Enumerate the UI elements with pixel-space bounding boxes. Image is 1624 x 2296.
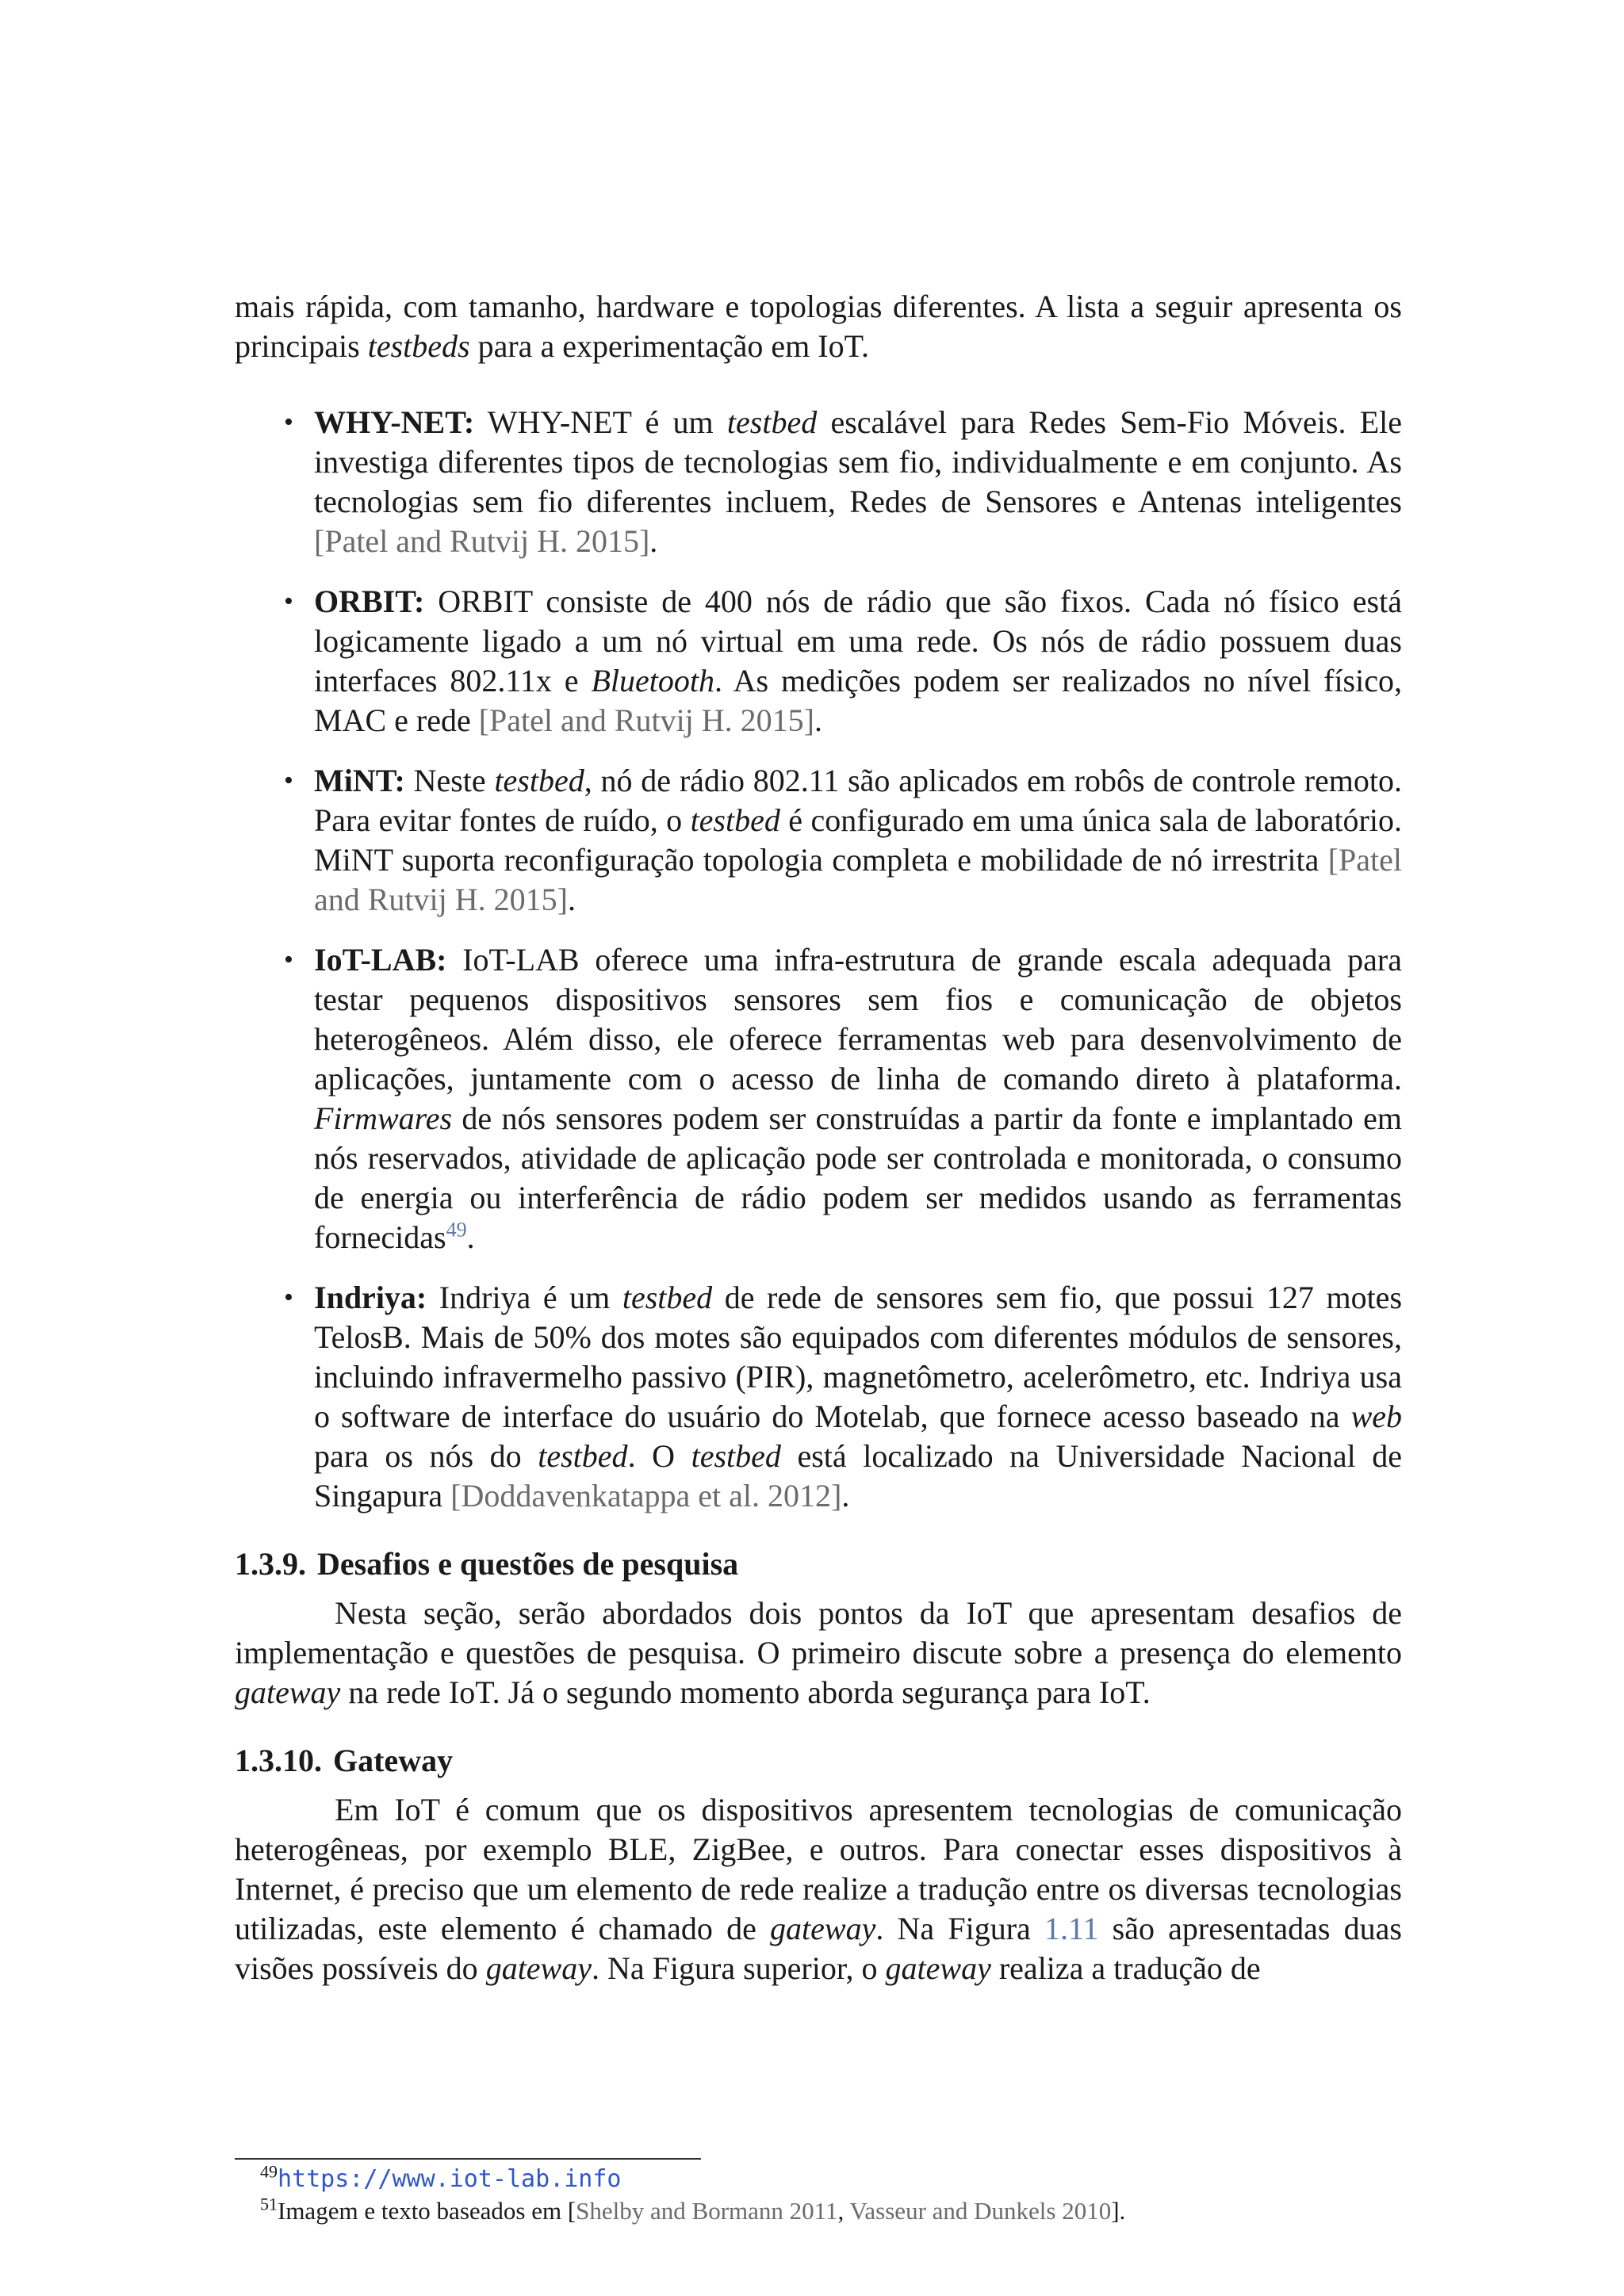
gateway-paragraph: [235, 1790, 1402, 1988]
bullet-icon: •: [284, 587, 293, 616]
footnote-text: Imagem e texto baseados em: [278, 2197, 568, 2225]
testbed-text: Neste: [404, 763, 495, 798]
bullet-icon: •: [284, 408, 293, 437]
page-body: [235, 287, 1402, 1988]
intro-text: mais rápida, com tamanho, hardware e topologias diferentes. A lista a seguir apresenta os principais: [235, 289, 1402, 364]
figure-reference-link[interactable]: 1.11: [1044, 1911, 1099, 1946]
testbed-item-orbit: [235, 582, 1402, 740]
testbed-term: Indriya:: [314, 1280, 427, 1315]
paragraph-text: Nesta seção, serão abordados dois pontos da IoT que apresentam desafios de implementação e questões de pesquisa. O primeiro discute sobre a presença do elemento: [235, 1595, 1402, 1670]
testbed-item-indriya: [235, 1278, 1402, 1516]
citation-link[interactable]: [Patel and Rutvij H. 2015]: [314, 842, 1402, 917]
section-heading-gateway: [235, 1741, 1402, 1781]
testbed-italic: Bluetooth: [591, 663, 714, 698]
testbed-term: WHY-NET:: [314, 404, 475, 440]
paragraph-italic: gateway: [485, 1950, 592, 1986]
paragraph-italic: gateway: [770, 1911, 876, 1946]
testbed-text: . O: [627, 1438, 691, 1474]
footnote-text: ].: [1111, 2197, 1126, 2225]
testbed-text: escalável para Redes Sem-Fio Móveis. Ele investiga diferentes tipos de tecnologias sem fio, individualmente e em conjunto. As tecnologias sem fio diferentes incluem, Redes de Sensores e Antenas inteligentes: [314, 404, 1402, 519]
testbed-text: de nós sensores podem ser construídas a partir da fonte e implantado em nós reservados, atividade de aplicação pode ser controlada e monitorada, o consumo de energia ou interferência de rádio podem ser medidos usando as ferramentas fornecidas: [314, 1100, 1402, 1255]
testbed-text: WHY-NET é um: [474, 404, 727, 440]
citation-link[interactable]: Shelby and Bormann 2011: [576, 2197, 838, 2225]
testbed-italic: testbed: [726, 404, 818, 440]
testbed-term: ORBIT:: [314, 584, 425, 619]
footnote-49: [235, 2163, 1402, 2195]
testbed-text: .: [841, 1478, 850, 1513]
testbed-italic: testbed: [494, 763, 584, 798]
testbed-item-mint: [235, 761, 1402, 920]
citation-link[interactable]: [Patel and Rutvij H. 2015]: [478, 702, 814, 738]
footnote-url-link[interactable]: https://www.iot-lab.info: [278, 2165, 622, 2193]
paragraph-text: . Na Figura superior, o: [592, 1950, 886, 1986]
paragraph-italic: gateway: [885, 1950, 991, 1986]
testbed-italic: testbed: [538, 1438, 628, 1474]
citation-link[interactable]: Vasseur and Dunkels 2010: [849, 2197, 1112, 2225]
testbed-text: é configurado em uma única sala de laboratório. MiNT suporta reconfiguração topologia completa e mobilidade de nó irrestrita: [314, 802, 1402, 878]
testbed-term: IoT-LAB:: [314, 942, 447, 978]
testbed-text: IoT-LAB oferece uma infra-estrutura de grande escala adequada para testar pequenos dispositivos sensores sem fios e comunicação de objetos heterogêneos. Além disso, ele oferece ferramentas web para desenvolvimento de aplicações, juntamente com o acesso de linha de comando direto à plataforma.: [314, 942, 1402, 1096]
testbed-text: ORBIT consiste de 400 nós de rádio que são fixos. Cada nó físico está logicamente ligado a um nó virtual em uma rede. Os nós de rádio possuem duas interfaces 802.11x e: [314, 584, 1402, 698]
section-number: 1.3.9.: [235, 1546, 306, 1582]
footnotes: [235, 2158, 1402, 2227]
section-title: Gateway: [333, 1743, 454, 1778]
footnote-51: [235, 2195, 1402, 2227]
testbed-item-why-net: [235, 403, 1402, 561]
footnote-number: 49: [260, 2161, 278, 2182]
testbed-text: para os nós do: [314, 1438, 538, 1474]
citation-link[interactable]: [Patel and Rutvij H. 2015]: [314, 523, 650, 559]
testbed-italic: web: [1350, 1399, 1402, 1434]
intro-paragraph: [235, 287, 1402, 366]
testbed-text: .: [814, 702, 822, 738]
paragraph-text: Em IoT é comum que os dispositivos apresentem tecnologias de comunicação heterogêneas, por exemplo BLE, ZigBee, e outros. Para conectar esses dispositivos à Internet, é preciso que um elemento de rede realize a tradução entre os diversas tecnologias utilizadas, este elemento é chamado de: [235, 1792, 1402, 1946]
footnote-rule: [235, 2158, 701, 2160]
testbed-text: .: [567, 882, 576, 917]
paragraph-text: são apresentadas duas visões possíveis do: [235, 1911, 1402, 1986]
bullet-icon: •: [284, 945, 293, 974]
footnote-text: ,: [837, 2197, 850, 2225]
testbed-text: , nó de rádio 802.11 são aplicados em robôs de controle remoto. Para evitar fontes de ruído, o: [314, 763, 1402, 838]
testbed-text: Indriya é um: [427, 1280, 622, 1315]
section-number: 1.3.10.: [235, 1743, 322, 1778]
citation-link[interactable]: [Doddavenkatappa et al. 2012]: [450, 1478, 842, 1513]
challenges-paragraph: [235, 1594, 1402, 1712]
testbed-text: . As medições podem ser realizados no nível físico, MAC e rede: [314, 663, 1402, 738]
section-title: Desafios e questões de pesquisa: [317, 1546, 739, 1582]
section-heading-challenges: [235, 1544, 1402, 1584]
testbed-italic: testbed: [691, 1438, 781, 1474]
testbed-text: .: [649, 523, 658, 559]
testbed-italic: testbed: [690, 802, 780, 838]
paragraph-text: na rede IoT. Já o segundo momento aborda segurança para IoT.: [340, 1674, 1151, 1710]
footnote-marker[interactable]: 49: [446, 1218, 467, 1242]
testbed-italic: Firmwares: [314, 1100, 453, 1136]
testbed-term: MiNT:: [314, 763, 405, 798]
bullet-icon: •: [284, 766, 293, 795]
footnote-number: 51: [260, 2194, 278, 2214]
paragraph-text: realiza a tradução de: [990, 1950, 1261, 1986]
paragraph-text: . Na Figura: [875, 1911, 1044, 1946]
testbed-text: de rede de sensores sem fio, que possui 127 motes TelosB. Mais de 50% dos motes são equipados com diferentes módulos de sensores, incluindo infravermelho passivo (PIR), magnetômetro, acelerômetro, etc. Indriya usa o software de interface do usuário do Motelab, que fornece acesso baseado na: [314, 1280, 1403, 1434]
testbed-list: [235, 403, 1402, 1516]
testbed-text: está localizado na Universidade Nacional de Singapura: [314, 1438, 1403, 1513]
footnote-text: [: [567, 2197, 576, 2225]
bullet-icon: •: [284, 1283, 293, 1312]
intro-italic: testbeds: [367, 328, 470, 364]
testbed-item-iot-lab: [235, 940, 1402, 1257]
intro-text-end: para a experimentação em IoT.: [469, 328, 870, 364]
paragraph-italic: gateway: [235, 1674, 341, 1710]
testbed-text: .: [466, 1219, 475, 1255]
testbed-italic: testbed: [622, 1280, 713, 1315]
